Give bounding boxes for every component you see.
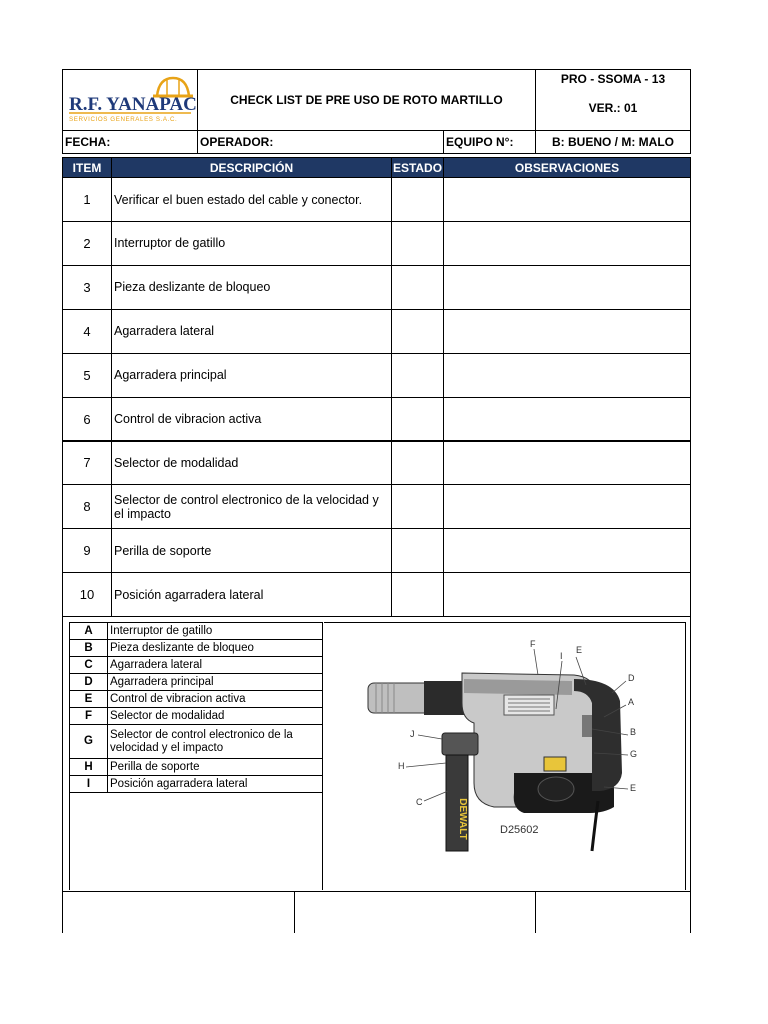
- legend-part-name: Agarradera principal: [107, 673, 323, 691]
- company-tagline: SERVICIOS GENERALES S.A.C.: [69, 116, 178, 123]
- legend-letter: G: [69, 724, 108, 759]
- callout-label: D: [628, 673, 635, 683]
- legend-part-name: Posición agarradera lateral: [107, 775, 323, 793]
- item-description: Pieza deslizante de bloqueo: [111, 265, 392, 310]
- item-number: 2: [62, 221, 112, 266]
- code-version-cell: [535, 69, 691, 131]
- footer-cell-1: [62, 891, 295, 933]
- item-number: 9: [62, 528, 112, 573]
- estado-field[interactable]: [391, 484, 444, 529]
- legend-letter: H: [69, 758, 108, 776]
- equipo-label: EQUIPO N°:: [443, 130, 536, 154]
- legend-part-name: Interruptor de gatillo: [107, 622, 323, 640]
- fecha-label: FECHA:: [62, 130, 198, 154]
- callout-label: G: [630, 749, 638, 759]
- item-description: Interruptor de gatillo: [111, 221, 392, 266]
- estado-field[interactable]: [391, 353, 444, 398]
- item-description: Posición agarradera lateral: [111, 572, 392, 617]
- item-description: Selector de modalidad: [111, 440, 392, 485]
- estado-field[interactable]: [391, 265, 444, 310]
- callout-label: C: [416, 797, 423, 807]
- footer-cell-3: [535, 891, 691, 933]
- estado-legend: B: BUENO / M: MALO: [535, 130, 691, 154]
- legend-letter: D: [69, 673, 108, 691]
- estado-field[interactable]: [391, 397, 444, 442]
- callout-label: F: [530, 639, 536, 649]
- document-title: CHECK LIST DE PRE USO DE ROTO MARTILLO: [197, 69, 536, 131]
- legend-part-name: Selector de control electronico de la velocidad y el impacto: [107, 724, 323, 759]
- callout-label: E: [576, 645, 583, 655]
- legend-letter: A: [69, 622, 108, 640]
- observaciones-field[interactable]: [443, 397, 691, 442]
- legend-part-name: Agarradera lateral: [107, 656, 323, 674]
- legend-part-name: Control de vibracion activa: [107, 690, 323, 708]
- callout-label: A: [628, 697, 635, 707]
- item-description: Agarradera principal: [111, 353, 392, 398]
- estado-field[interactable]: [391, 440, 444, 485]
- legend-part-name: Perilla de soporte: [107, 758, 323, 776]
- side-handle-brand: DEWALT: [457, 798, 468, 840]
- footer-cell-2: [294, 891, 536, 933]
- estado-field[interactable]: [391, 309, 444, 354]
- callout-label: B: [630, 727, 637, 737]
- observaciones-field[interactable]: [443, 528, 691, 573]
- item-number: 3: [62, 265, 112, 310]
- item-description: Control de vibracion activa: [111, 397, 392, 442]
- observaciones-field[interactable]: [443, 353, 691, 398]
- company-logo: [63, 70, 197, 130]
- estado-field[interactable]: [391, 572, 444, 617]
- item-description: Verificar el buen estado del cable y conector.: [111, 177, 392, 222]
- item-number: 6: [62, 397, 112, 442]
- callout-label: I: [560, 651, 563, 661]
- observaciones-field[interactable]: [443, 484, 691, 529]
- legend-part-name: Selector de modalidad: [107, 707, 323, 725]
- observaciones-field[interactable]: [443, 177, 691, 222]
- column-header-estado: ESTADO: [391, 157, 444, 178]
- legend-letter: B: [69, 639, 108, 657]
- operador-label: OPERADOR:: [197, 130, 444, 154]
- observaciones-field[interactable]: [443, 572, 691, 617]
- legend-letter: F: [69, 707, 108, 725]
- estado-field[interactable]: [391, 177, 444, 222]
- company-name: R.F. YANAPAC: [69, 94, 197, 115]
- item-number: 5: [62, 353, 112, 398]
- item-number: 8: [62, 484, 112, 529]
- column-header-item: ITEM: [62, 157, 112, 178]
- callout-label: E: [630, 783, 637, 793]
- callout-label: H: [398, 761, 405, 771]
- rotary-hammer-figure: [324, 622, 686, 890]
- legend-letter: C: [69, 656, 108, 674]
- legend-letter: E: [69, 690, 108, 708]
- legend-left-border: [69, 790, 70, 890]
- column-header-observaciones: OBSERVACIONES: [443, 157, 691, 178]
- document-version: VER.: 01: [588, 101, 638, 115]
- item-number: 10: [62, 572, 112, 617]
- item-number: 1: [62, 177, 112, 222]
- model-number: D25602: [500, 824, 539, 836]
- item-description: Agarradera lateral: [111, 309, 392, 354]
- item-number: 4: [62, 309, 112, 354]
- column-header-descripcion: DESCRIPCIÓN: [111, 157, 392, 178]
- logo-cell: [62, 69, 198, 131]
- rotary-hammer-illustration: [324, 623, 686, 891]
- observaciones-field[interactable]: [443, 440, 691, 485]
- document-code: PRO - SSOMA - 13: [560, 72, 666, 86]
- parts-legend-table: [69, 622, 323, 890]
- callout-label: J: [410, 729, 415, 739]
- item-number: 7: [62, 440, 112, 485]
- estado-field[interactable]: [391, 528, 444, 573]
- observaciones-field[interactable]: [443, 221, 691, 266]
- estado-field[interactable]: [391, 221, 444, 266]
- legend-letter: I: [69, 775, 108, 793]
- legend-part-name: Pieza deslizante de bloqueo: [107, 639, 323, 657]
- observaciones-field[interactable]: [443, 265, 691, 310]
- legend-right-border: [322, 790, 323, 890]
- item-description: Perilla de soporte: [111, 528, 392, 573]
- item-description: Selector de control electronico de la velocidad y el impacto: [111, 484, 392, 529]
- observaciones-field[interactable]: [443, 309, 691, 354]
